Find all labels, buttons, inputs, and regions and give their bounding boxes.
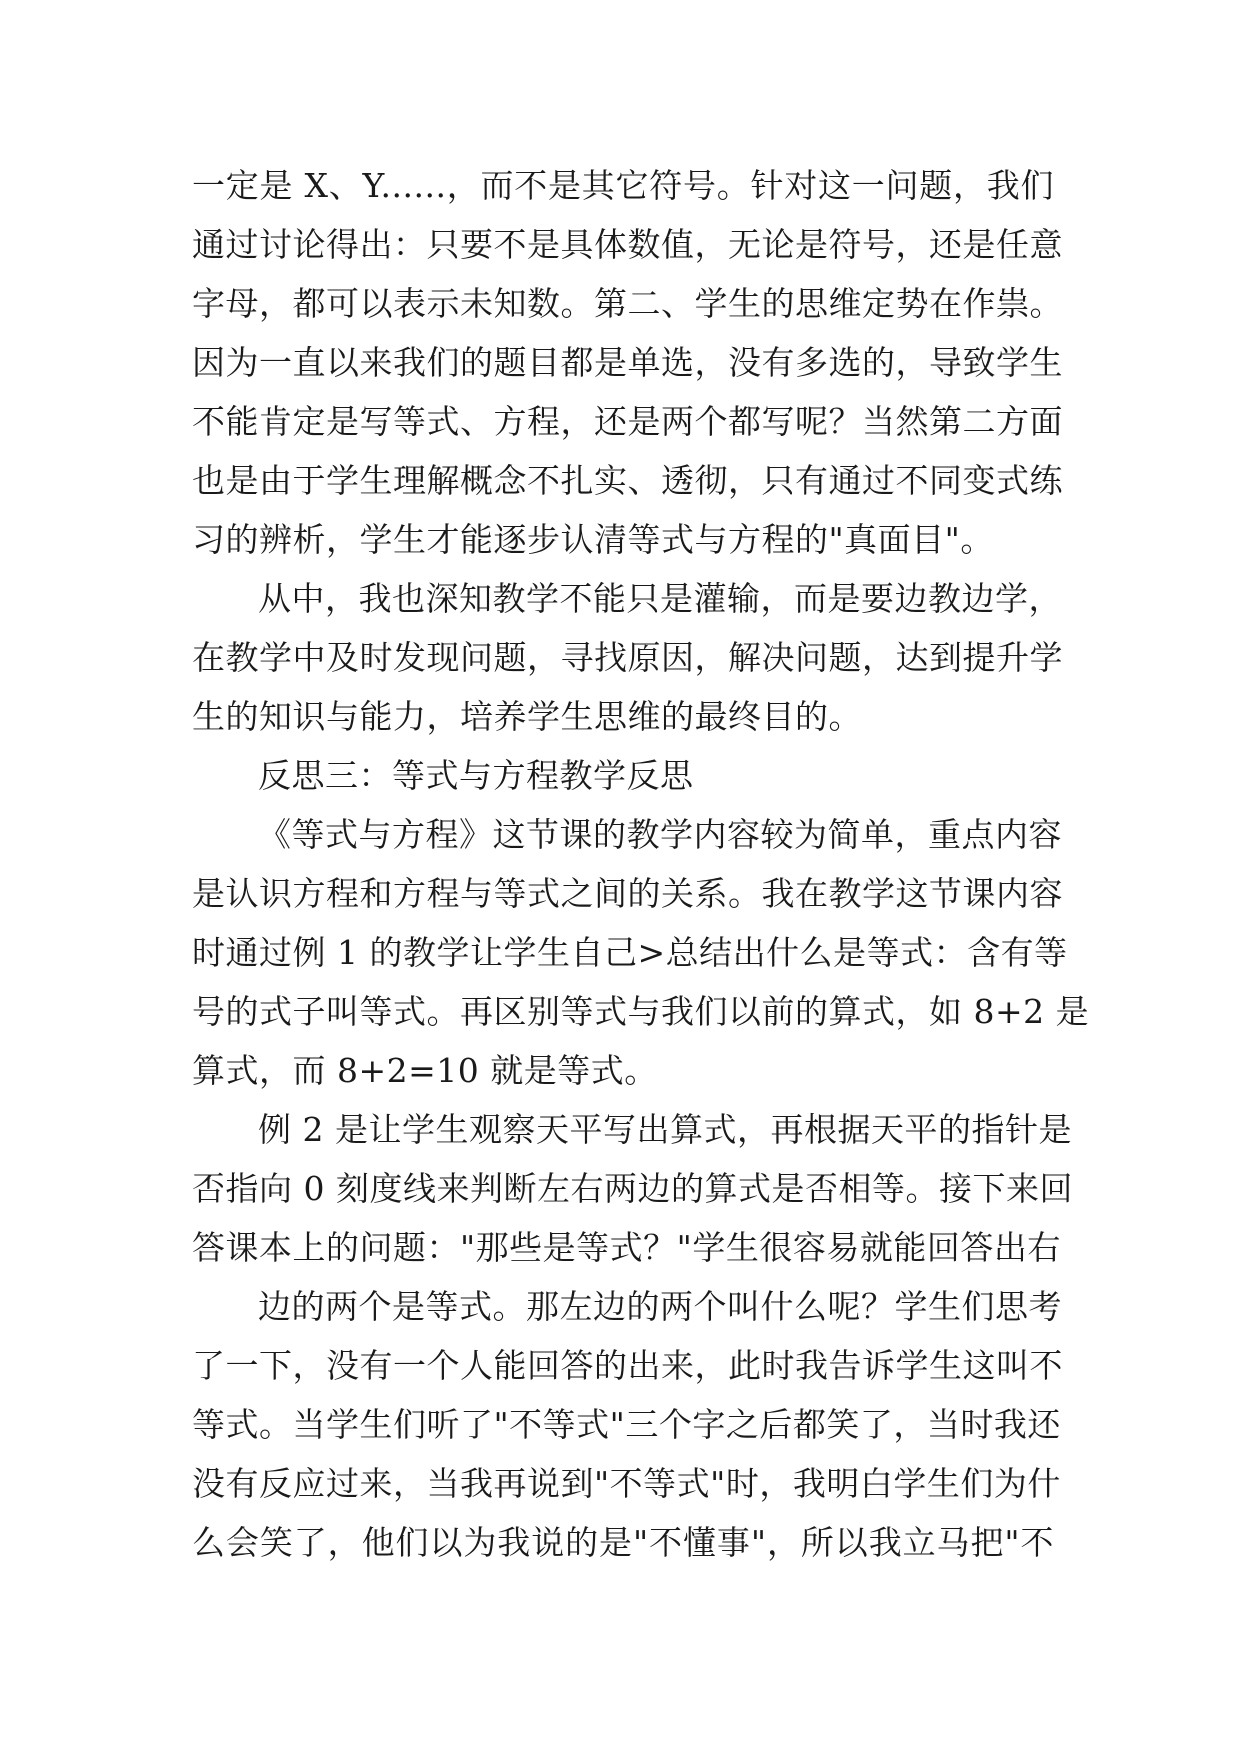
text-line: 例 2 是让学生观察天平写出算式，再根据天平的指针是 <box>258 1110 1072 1149</box>
text-line: 了一下，没有一个人能回答的出来，此时我告诉学生这叫不 <box>192 1346 1063 1385</box>
section-heading: 反思三：等式与方程教学反思 <box>258 756 694 795</box>
text-line: 等式。当学生们听了"不等式"三个字之后都笑了，当时我还 <box>192 1405 1061 1444</box>
text-line: 时通过例 1 的教学让学生自己>总结出什么是等式：含有等 <box>192 933 1068 972</box>
text-line: 也是由于学生理解概念不扎实、透彻，只有通过不同变式练 <box>192 461 1063 500</box>
text-line: 答课本上的问题："那些是等式？"学生很容易就能回答出右 <box>192 1228 1061 1267</box>
text-line: 没有反应过来，当我再说到"不等式"时，我明白学生们为什 <box>192 1464 1061 1503</box>
text-line: 边的两个是等式。那左边的两个叫什么呢？学生们思考 <box>258 1287 1062 1326</box>
text-line: 从中，我也深知教学不能只是灌输，而是要边教边学， <box>258 579 1062 618</box>
text-line: 通过讨论得出：只要不是具体数值，无论是符号，还是任意 <box>192 225 1063 264</box>
text-line: 在教学中及时发现问题，寻找原因，解决问题，达到提升学 <box>192 638 1063 677</box>
text-line: 一定是 X、Y......，而不是其它符号。针对这一问题，我们 <box>192 166 1054 205</box>
text-line: 字母，都可以表示未知数。第二、学生的思维定势在作祟。 <box>192 284 1063 323</box>
text-line: 算式，而 8+2=10 就是等式。 <box>192 1051 658 1090</box>
text-line: 因为一直以来我们的题目都是单选，没有多选的，导致学生 <box>192 343 1063 382</box>
text-line: 么会笑了，他们以为我说的是"不懂事"，所以我立马把"不 <box>192 1523 1054 1562</box>
text-line: 否指向 0 刻度线来判断左右两边的算式是否相等。接下来回 <box>192 1169 1073 1208</box>
text-line: 《等式与方程》这节课的教学内容较为简单，重点内容 <box>258 815 1062 854</box>
text-line: 生的知识与能力，培养学生思维的最终目的。 <box>192 697 862 736</box>
text-line: 不能肯定是写等式、方程，还是两个都写呢？当然第二方面 <box>192 402 1063 441</box>
text-line: 号的式子叫等式。再区别等式与我们以前的算式，如 8+2 是 <box>192 992 1090 1031</box>
text-line: 是认识方程和方程与等式之间的关系。我在教学这节课内容 <box>192 874 1063 913</box>
text-line: 习的辨析，学生才能逐步认清等式与方程的"真面目"。 <box>192 520 994 559</box>
